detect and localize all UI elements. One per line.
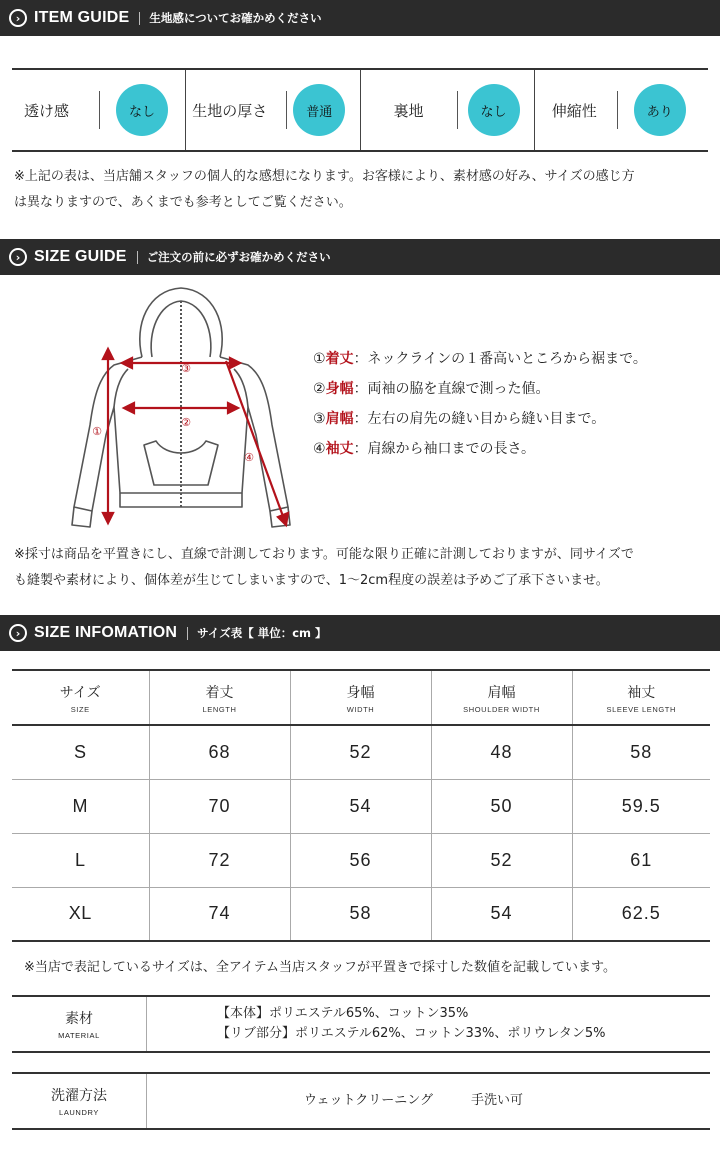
table-cell: 58 [572,725,710,779]
guide-cell-transparency [12,70,185,150]
size-table [12,669,710,942]
size-guide-title: SIZE GUIDE [34,248,127,265]
chevron-right-icon: › [9,9,27,27]
material-value [147,997,710,1051]
table-cell: 70 [149,779,290,833]
guide-cell-thickness [185,70,359,150]
definition-desc: ：両袖の脇を直線で測った値。 [353,381,550,397]
guide-divider [457,91,458,129]
note-line: ※上記の表は、当店舗スタッフの個人的な感想になります。お客様により、素材感の好み、サイズの感じ方 [14,169,635,184]
laundry-method: 手洗い可 [470,1093,523,1108]
laundry-box [12,1072,710,1130]
table-cell: 48 [431,725,572,779]
table-row [12,725,710,779]
column-header: 袖丈 SLEEVE LENGTH [572,670,710,725]
item-guide-header [0,0,720,36]
guide-divider [286,91,287,129]
guide-divider [617,91,618,129]
item-guide-title: ITEM GUIDE [34,9,130,26]
guide-label: 裏地 [393,101,424,120]
table-cell: 54 [290,779,431,833]
material-label [12,997,147,1051]
material-line: 【リブ部分】ポリエステル62%、コットン33%、ポリウレタン5% [217,1026,606,1041]
measure-arrows [103,349,288,525]
laundry-label-en: LAUNDRY [59,1108,99,1117]
size-info-note: ※当店で表記しているサイズは、全アイテム当店スタッフが平置きで採寸した数値を記載しています。 [24,960,616,975]
table-cell: S [73,741,87,762]
column-header: サイズ SIZE [59,684,101,714]
table-cell: 68 [149,725,290,779]
definition-row [313,434,647,464]
guide-label: 透け感 [24,101,70,120]
definition-key: 着丈 [325,351,354,367]
table-cell: 52 [290,725,431,779]
size-info-title: SIZE INFOMATION [34,624,178,641]
table-row [12,887,710,941]
table-cell: 62.5 [572,887,710,941]
definition-number: ② [313,381,326,397]
material-box [12,995,710,1053]
item-guide-table [12,68,708,152]
table-cell: 74 [149,887,290,941]
marker-3: ③ [181,362,191,375]
table-cell: 56 [290,833,431,887]
chevron-right-icon: › [9,624,27,642]
marker-1: ① [92,425,102,438]
table-row [12,833,710,887]
table-cell: 58 [290,887,431,941]
table-cell: 61 [572,833,710,887]
guide-badge: 普通 [293,84,345,136]
table-cell: 54 [431,887,572,941]
size-info-header [0,615,720,651]
marker-4: ④ [244,451,254,464]
laundry-value [147,1074,710,1128]
size-guide-subtitle: ご注文の前に必ずお確かめください [146,250,331,264]
material-label-en: MATERIAL [58,1031,100,1040]
definition-key: 肩幅 [325,411,354,427]
column-header: 着丈 LENGTH [149,670,290,725]
guide-divider [99,91,100,129]
definition-row [313,344,647,374]
guide-cell-lining [360,70,534,150]
definition-key: 身幅 [325,381,354,397]
marker-2: ② [181,416,191,429]
definition-row [313,404,647,434]
note-line: も縫製や素材により、個体差が生じてしまいますので、1〜2cm程度の誤差は予めご了承下さいませ。 [14,573,609,588]
material-label-jp: 素材 [65,1011,93,1027]
definition-number: ① [313,351,326,367]
table-cell: 50 [431,779,572,833]
header-divider [137,251,138,264]
guide-badge: あり [634,84,686,136]
column-header: 身幅 WIDTH [290,670,431,725]
guide-label: 生地の厚さ [192,101,268,120]
note-line: は異なりますので、あくまでも参考としてご覧ください。 [14,195,352,210]
laundry-method: ウェットクリーニング [304,1093,433,1108]
table-cell: 59.5 [572,779,710,833]
laundry-label [12,1074,147,1128]
chevron-right-icon: › [9,248,27,266]
definition-desc: ：肩線から袖口までの長さ。 [353,441,536,457]
table-cell: L [74,849,86,870]
laundry-label-jp: 洗濯方法 [51,1088,107,1104]
item-guide-note [14,164,635,216]
definition-row [313,374,647,404]
table-cell: 72 [149,833,290,887]
table-cell: XL [68,903,92,924]
header-divider [139,12,140,25]
header-divider [187,627,188,640]
table-cell: 52 [431,833,572,887]
column-header: 肩幅 SHOULDER WIDTH [431,670,572,725]
definition-desc: ：ネックラインの１番高いところから裾まで。 [353,351,647,367]
size-info-subtitle: サイズ表【 単位：cm 】 [197,626,327,640]
table-cell: M [72,795,88,816]
definition-key: 袖丈 [325,441,354,457]
measurement-definitions [313,344,647,464]
note-line: ※採寸は商品を平置きにし、直線で計測しております。可能な限り正確に計測しておりますが、同サイズで [14,547,634,562]
item-guide-subtitle: 生地感についてお確かめください [149,11,322,25]
guide-label: 伸縮性 [551,101,597,120]
size-guide-note [14,542,634,594]
size-guide-header [0,239,720,275]
guide-badge: なし [468,84,520,136]
definition-number: ③ [313,411,326,427]
definition-number: ④ [313,441,326,457]
guide-badge: なし [116,84,168,136]
guide-cell-stretch [534,70,708,150]
size-table-header [12,670,710,725]
table-row [12,779,710,833]
material-line: 【本体】ポリエステル65%、コットン35% [217,1006,469,1021]
definition-desc: ：左右の肩先の縫い目から縫い目まで。 [353,411,606,427]
hoodie-diagram [56,285,306,535]
